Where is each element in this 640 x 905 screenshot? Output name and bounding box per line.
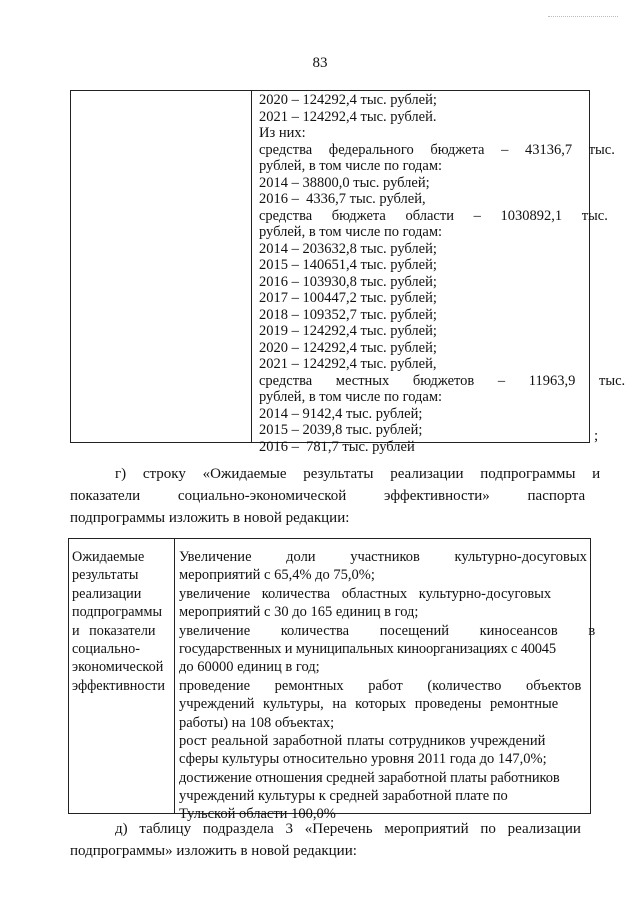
paragraph-line: д) таблицу подраздела 3 «Перечень мероприятий по реализации: [115, 821, 581, 837]
funding-table-right-cell: [259, 91, 626, 455]
funding-line: 2018 – 109352,7 тыс. рублей;: [259, 306, 437, 323]
funding-line: 2014 – 38800,0 тыс. рублей;: [259, 174, 430, 191]
result-line: Тульской области 100,0%: [179, 806, 336, 823]
funding-line-justified: [259, 141, 615, 159]
funding-line: 2021 – 124292,4 тыс. рублей,: [259, 356, 437, 372]
funding-line: рублей, в том числе по годам:: [259, 158, 443, 174]
label-line: результаты: [72, 567, 139, 584]
funding-line: 2016 – 4336,7 тыс. рублей,: [259, 191, 426, 207]
funding-line: 2020 – 124292,4 тыс. рублей;: [259, 339, 437, 356]
funding-line: 2014 – 9142,4 тыс. рублей;: [259, 405, 423, 422]
paragraph-line: подпрограммы» изложить в новой редакции:: [70, 843, 357, 859]
result-line: увеличение количества посещений киносеансов в: [179, 622, 596, 639]
funding-line: 2015 – 2039,8 тыс. рублей;: [259, 422, 423, 438]
result-line: до 60000 единиц в год;: [179, 659, 320, 676]
label-line: социально-: [72, 640, 140, 657]
funding-line: средства федерального бюджета – 43136,7 тыс.: [259, 141, 615, 158]
result-line: увеличение количества областных культурно-досуговых: [179, 585, 552, 602]
paragraph-g: [70, 463, 601, 529]
paragraph-line: г) строку «Ожидаемые результаты реализации подпрограммы и: [115, 466, 601, 482]
funding-line: 2020 – 124292,4 тыс. рублей;: [259, 92, 437, 108]
result-line: работы) на 108 объектах;: [179, 714, 335, 731]
funding-line: Из них:: [259, 125, 306, 141]
funding-line: 2016 – 781,7 тыс. рублей: [259, 438, 415, 455]
result-line: учреждений культуры, на которых проведены ремонтные: [179, 696, 559, 713]
page-number: 83: [312, 55, 328, 71]
funding-table-left-cell: [71, 91, 252, 442]
expected-results-value-cell: [179, 548, 596, 824]
result-line: рост реальной заработной платы сотрудников учреждений: [179, 732, 546, 749]
label-line: подпрограммы: [72, 604, 162, 621]
funding-line: средства местных бюджетов – 11963,9 тыс.: [259, 372, 626, 389]
funding-line: рублей, в том числе по годам:: [259, 389, 443, 405]
label-line: реализации: [72, 585, 142, 602]
scan-artifact: [548, 16, 618, 19]
funding-line: рублей, в том числе по годам:: [259, 224, 443, 240]
result-line: Увеличение доли участников культурно-досуговых: [179, 549, 587, 565]
expected-results-table: [68, 538, 596, 823]
paragraph-line: показатели социально-экономической эффективности» паспорта: [70, 488, 586, 504]
table-trailing-semicolon: ;: [594, 428, 599, 444]
funding-line: средства бюджета области – 1030892,1 тыс.: [259, 207, 608, 224]
funding-line: 2016 – 103930,8 тыс. рублей;: [259, 273, 437, 290]
paragraph-line: подпрограммы изложить в новой редакции:: [70, 510, 350, 526]
result-line: мероприятий с 65,4% до 75,0%;: [179, 567, 375, 584]
result-line: сферы культуры относительно уровня 2011 года до 147,0%;: [179, 751, 547, 768]
result-line: учреждений культуры к средней заработной плате по: [179, 788, 508, 805]
funding-line: 2014 – 203632,8 тыс. рублей;: [259, 240, 437, 257]
funding-line: 2021 – 124292,4 тыс. рублей.: [259, 108, 437, 125]
result-line: мероприятий с 30 до 165 единиц в год;: [179, 604, 419, 621]
result-line: государственных и муниципальных киноорганизациях с 40045: [179, 640, 556, 657]
funding-line: 2015 – 140651,4 тыс. рублей;: [259, 257, 437, 273]
label-line: и показатели: [72, 622, 156, 639]
label-line: экономической: [72, 659, 164, 676]
paragraph-d: [70, 818, 590, 862]
result-line: проведение ремонтных работ (количество объектов: [179, 677, 582, 694]
funding-line: 2019 – 124292,4 тыс. рублей;: [259, 323, 437, 339]
label-line: Ожидаемые: [72, 549, 145, 565]
funding-table: [70, 90, 626, 455]
result-line: достижение отношения средней заработной платы работников: [179, 769, 560, 786]
funding-line: 2017 – 100447,2 тыс. рублей;: [259, 290, 437, 306]
label-line: эффективности: [72, 677, 165, 694]
expected-results-label-cell: [69, 539, 175, 813]
